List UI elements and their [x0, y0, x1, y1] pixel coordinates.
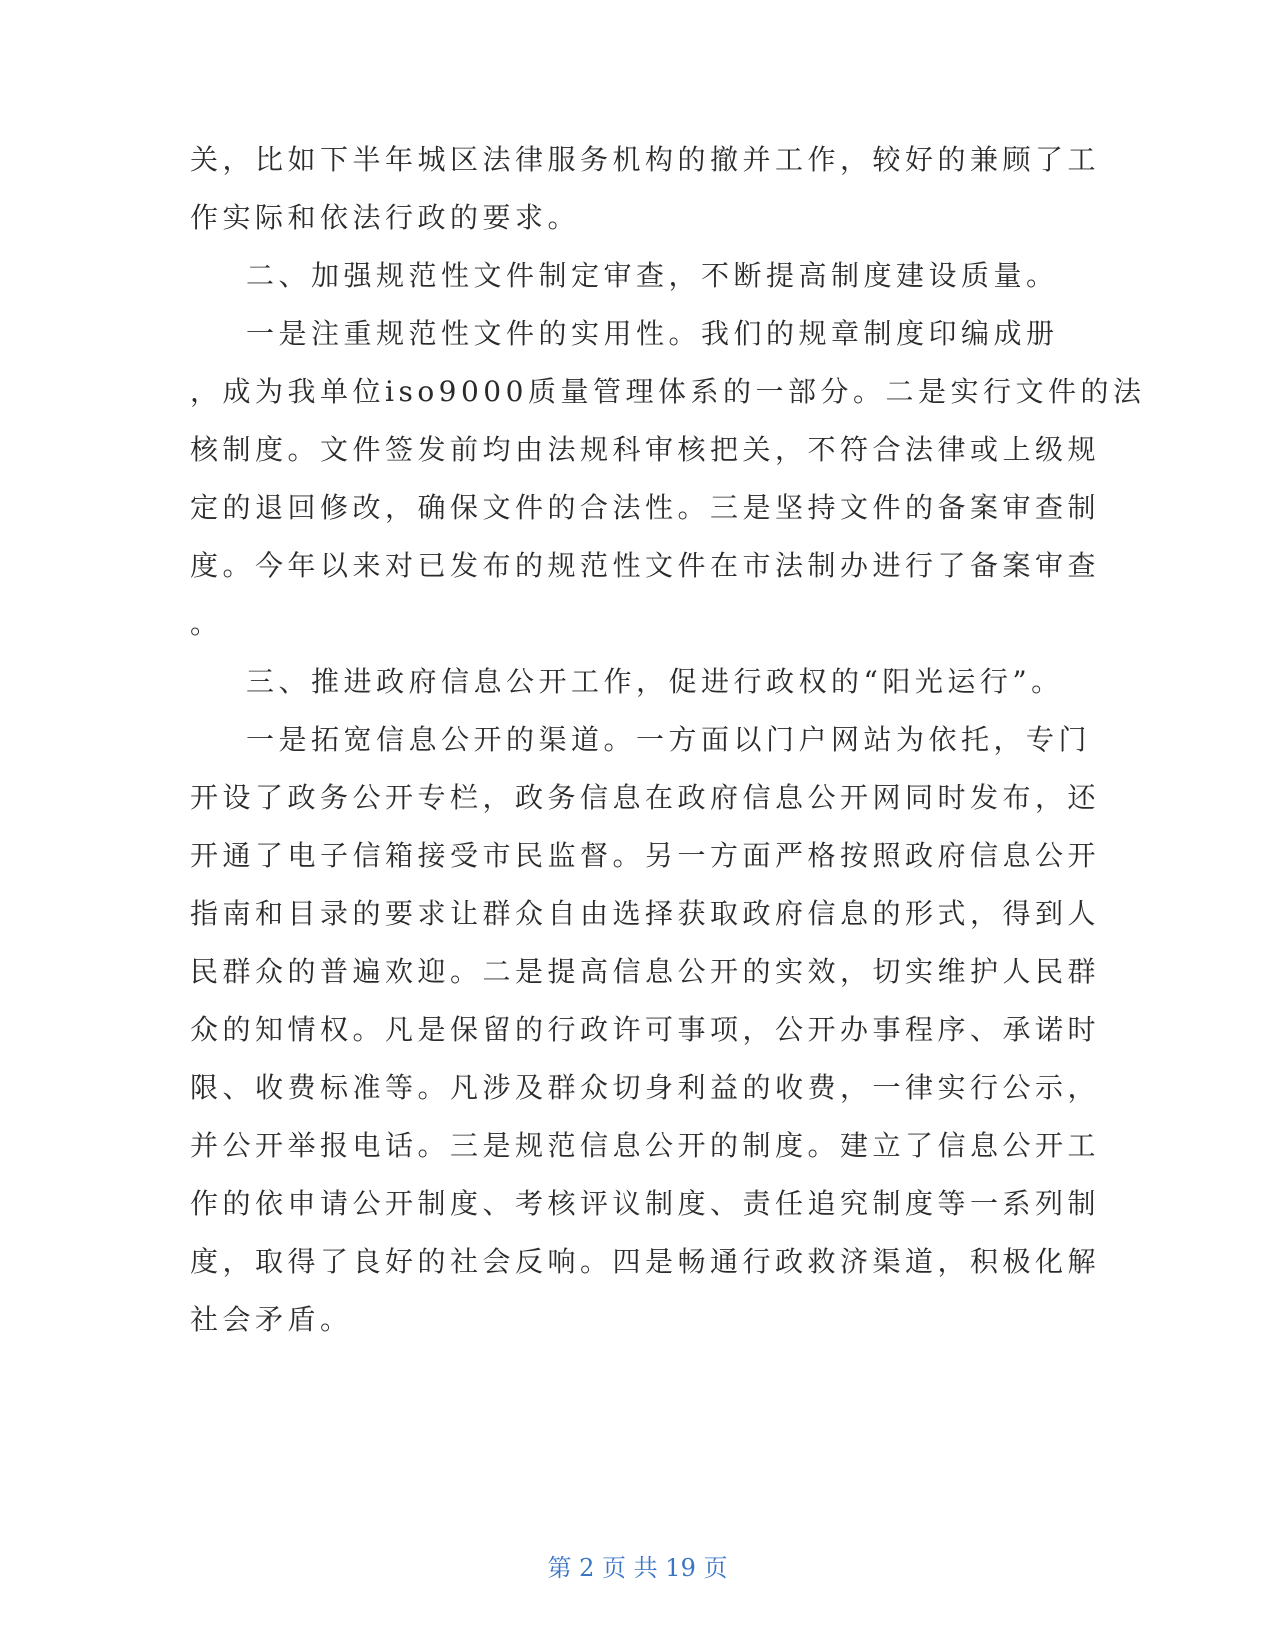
body-line: 并公开举报电话。三是规范信息公开的制度。建立了信息公开工 [190, 1129, 1101, 1162]
body-line: 开通了电子信箱接受市民监督。另一方面严格按照政府信息公开 [190, 839, 1101, 872]
page-number-footer: 第 2 页 共 19 页 [547, 1554, 728, 1582]
body-line: ，成为我单位iso9000质量管理体系的一部分。二是实行文件的法 [190, 375, 1146, 408]
body-line: 一是拓宽信息公开的渠道。一方面以门户网站为依托，专门 [246, 723, 1092, 756]
body-line: 关，比如下半年城区法律服务机构的撤并工作，较好的兼顾了工 [190, 143, 1101, 176]
body-line: 一是注重规范性文件的实用性。我们的规章制度印编成册 [246, 317, 1059, 350]
body-line: 度，取得了良好的社会反响。四是畅通行政救济渠道，积极化解 [190, 1245, 1101, 1278]
body-line: 众的知情权。凡是保留的行政许可事项，公开办事程序、承诺时 [190, 1013, 1101, 1046]
body-line: 作的依申请公开制度、考核评议制度、责任追究制度等一系列制 [190, 1187, 1101, 1220]
body-line: 度。今年以来对已发布的规范性文件在市法制办进行了备案审查 [190, 549, 1101, 582]
body-line: 社会矛盾。 [190, 1303, 353, 1336]
body-line: 定的退回修改，确保文件的合法性。三是坚持文件的备案审查制 [190, 491, 1101, 524]
body-line: 核制度。文件签发前均由法规科审核把关，不符合法律或上级规 [190, 433, 1101, 466]
body-line: 民群众的普遍欢迎。二是提高信息公开的实效，切实维护人民群 [190, 955, 1101, 988]
body-line: 开设了政务公开专栏，政务信息在政府信息公开网同时发布，还 [190, 781, 1101, 814]
body-line: 作实际和依法行政的要求。 [190, 201, 581, 234]
body-line: 限、收费标准等。凡涉及群众切身利益的收费，一律实行公示， [190, 1071, 1101, 1104]
body-line: 指南和目录的要求让群众自由选择获取政府信息的形式，得到人 [190, 897, 1101, 930]
section-heading-2: 二、加强规范性文件制定审查，不断提高制度建设质量。 [246, 259, 1059, 292]
section-heading-3: 三、推进政府信息公开工作，促进行政权的“阳光运行”。 [246, 665, 1064, 698]
body-line: 。 [190, 607, 223, 640]
